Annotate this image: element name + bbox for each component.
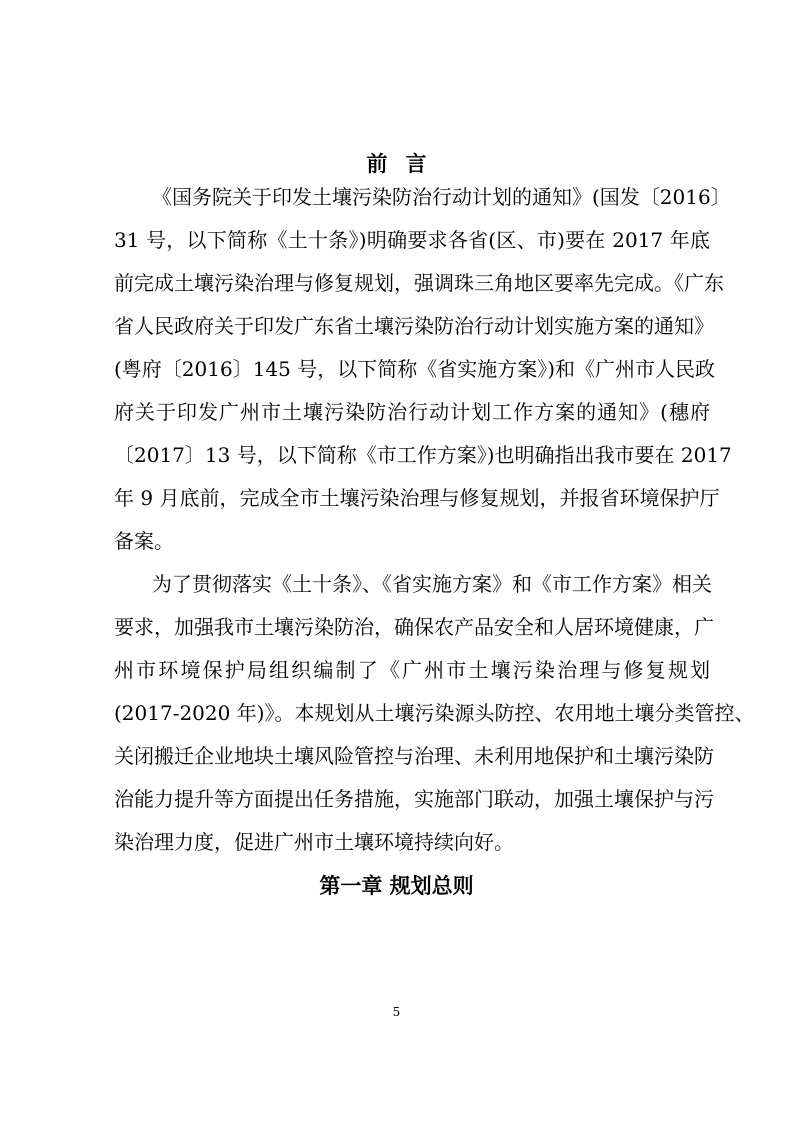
page-number: 5 [392,1005,401,1019]
preface-title: 前言 [366,152,445,176]
paragraph-line: 府关于印发广州市土壤污染防治行动计划工作方案的通知》(穗府 [114,400,710,424]
paragraph-line: 州市环境保护局组织编制了《广州市土壤污染治理与修复规划 [114,658,710,682]
paragraph-line: (2017-2020 年)》。本规划从土壤污染源头防控、农用地土壤分类管控、 [114,701,755,725]
paragraph-line: 年 9 月底前，完成全市土壤污染治理与修复规划，并报省环境保护厅 [114,486,720,510]
paragraph-line: 为了贯彻落实《土十条》、《省实施方案》和《市工作方案》相关 [152,572,712,596]
paragraph-line: 备案。 [114,529,174,553]
paragraph-line: 省人民政府关于印发广东省土壤污染防治行动计划实施方案的通知》 [114,314,714,338]
paragraph-line: 关闭搬迁企业地块土壤风险管控与治理、未利用地保护和土壤污染防 [114,744,714,768]
chapter-title: 第一章 规划总则 [319,874,474,898]
paragraph-line: 前完成土壤污染治理与修复规划，强调珠三角地区要率先完成。《广东 [114,271,724,295]
paragraph-line: 《国务院关于印发土壤污染防治行动计划的通知》(国发〔2016〕 [152,185,731,209]
paragraph-line: 染治理力度，促进广州市土壤环境持续向好。 [114,830,514,854]
paragraph-line: 31 号，以下简称《土十条》)明确要求各省(区、市)要在 2017 年底 [114,228,710,252]
paragraph-line: (粤府〔2016〕145 号，以下简称《省实施方案》)和《广州市人民政 [114,357,716,381]
paragraph-line: 〔2017〕13 号，以下简称《市工作方案》)也明确指出我市要在 2017 [114,443,732,467]
paragraph-line: 治能力提升等方面提出任务措施，实施部门联动，加强土壤保护与污 [114,787,714,811]
paragraph-line: 要求，加强我市土壤污染防治，确保农产品安全和人居环境健康，广 [114,615,714,639]
